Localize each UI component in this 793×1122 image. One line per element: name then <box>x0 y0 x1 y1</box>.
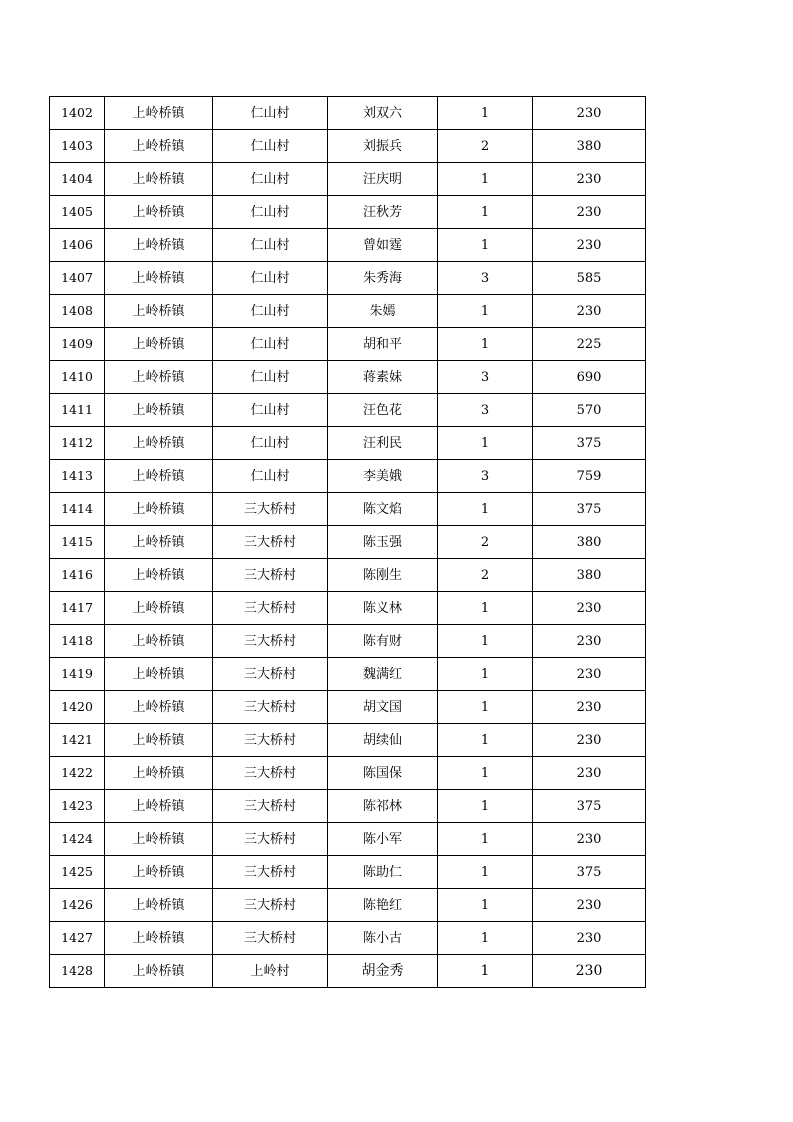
cell-household-count: 1 <box>438 295 533 328</box>
cell-serial-number: 1411 <box>50 394 105 427</box>
cell-amount: 375 <box>533 856 646 889</box>
cell-person-name: 朱秀海 <box>328 262 438 295</box>
cell-serial-number: 1408 <box>50 295 105 328</box>
cell-household-count: 1 <box>438 97 533 130</box>
cell-village: 三大桥村 <box>213 823 328 856</box>
cell-household-count: 2 <box>438 559 533 592</box>
cell-amount: 230 <box>533 955 646 988</box>
cell-amount: 380 <box>533 130 646 163</box>
table-row <box>50 625 646 658</box>
cell-town: 上岭桥镇 <box>105 658 213 691</box>
cell-serial-number: 1417 <box>50 592 105 625</box>
cell-amount: 759 <box>533 460 646 493</box>
cell-serial-number: 1425 <box>50 856 105 889</box>
cell-village: 仁山村 <box>213 130 328 163</box>
cell-household-count: 1 <box>438 658 533 691</box>
cell-village: 三大桥村 <box>213 493 328 526</box>
table-row <box>50 592 646 625</box>
cell-amount: 230 <box>533 724 646 757</box>
cell-serial-number: 1418 <box>50 625 105 658</box>
cell-serial-number: 1409 <box>50 328 105 361</box>
table-row <box>50 559 646 592</box>
table-row <box>50 856 646 889</box>
cell-person-name: 陈助仁 <box>328 856 438 889</box>
cell-serial-number: 1405 <box>50 196 105 229</box>
cell-person-name: 陈玉强 <box>328 526 438 559</box>
table-row <box>50 97 646 130</box>
cell-serial-number: 1427 <box>50 922 105 955</box>
cell-village: 三大桥村 <box>213 658 328 691</box>
cell-person-name: 蒋素妹 <box>328 361 438 394</box>
cell-household-count: 1 <box>438 229 533 262</box>
cell-household-count: 1 <box>438 790 533 823</box>
cell-person-name: 刘双六 <box>328 97 438 130</box>
cell-village: 仁山村 <box>213 196 328 229</box>
cell-household-count: 1 <box>438 196 533 229</box>
cell-town: 上岭桥镇 <box>105 130 213 163</box>
cell-town: 上岭桥镇 <box>105 526 213 559</box>
cell-village: 三大桥村 <box>213 592 328 625</box>
cell-household-count: 2 <box>438 130 533 163</box>
cell-person-name: 陈有财 <box>328 625 438 658</box>
cell-amount: 230 <box>533 922 646 955</box>
table-row <box>50 262 646 295</box>
cell-amount: 570 <box>533 394 646 427</box>
cell-household-count: 1 <box>438 757 533 790</box>
cell-household-count: 1 <box>438 922 533 955</box>
cell-serial-number: 1422 <box>50 757 105 790</box>
cell-village: 三大桥村 <box>213 922 328 955</box>
cell-town: 上岭桥镇 <box>105 790 213 823</box>
cell-serial-number: 1423 <box>50 790 105 823</box>
cell-person-name: 胡续仙 <box>328 724 438 757</box>
cell-amount: 380 <box>533 559 646 592</box>
cell-person-name: 胡金秀 <box>328 955 438 988</box>
cell-town: 上岭桥镇 <box>105 394 213 427</box>
cell-amount: 230 <box>533 295 646 328</box>
cell-household-count: 3 <box>438 394 533 427</box>
cell-town: 上岭桥镇 <box>105 889 213 922</box>
cell-household-count: 1 <box>438 691 533 724</box>
cell-village: 上岭村 <box>213 955 328 988</box>
cell-household-count: 3 <box>438 262 533 295</box>
cell-village: 三大桥村 <box>213 790 328 823</box>
table-row <box>50 724 646 757</box>
cell-person-name: 陈艳红 <box>328 889 438 922</box>
cell-amount: 230 <box>533 658 646 691</box>
cell-village: 三大桥村 <box>213 691 328 724</box>
cell-village: 仁山村 <box>213 295 328 328</box>
cell-town: 上岭桥镇 <box>105 559 213 592</box>
cell-person-name: 朱嫣 <box>328 295 438 328</box>
cell-amount: 230 <box>533 757 646 790</box>
cell-serial-number: 1416 <box>50 559 105 592</box>
cell-village: 三大桥村 <box>213 724 328 757</box>
cell-village: 三大桥村 <box>213 526 328 559</box>
table-row <box>50 691 646 724</box>
table-row <box>50 823 646 856</box>
cell-person-name: 陈刚生 <box>328 559 438 592</box>
cell-household-count: 2 <box>438 526 533 559</box>
cell-household-count: 1 <box>438 856 533 889</box>
cell-amount: 230 <box>533 592 646 625</box>
cell-serial-number: 1402 <box>50 97 105 130</box>
cell-village: 仁山村 <box>213 97 328 130</box>
table-row <box>50 361 646 394</box>
cell-town: 上岭桥镇 <box>105 493 213 526</box>
cell-amount: 230 <box>533 163 646 196</box>
table-row <box>50 526 646 559</box>
table-row <box>50 427 646 460</box>
table-row <box>50 229 646 262</box>
cell-person-name: 陈国保 <box>328 757 438 790</box>
cell-household-count: 3 <box>438 361 533 394</box>
cell-amount: 375 <box>533 493 646 526</box>
cell-household-count: 1 <box>438 592 533 625</box>
cell-person-name: 汪色花 <box>328 394 438 427</box>
cell-town: 上岭桥镇 <box>105 625 213 658</box>
cell-town: 上岭桥镇 <box>105 856 213 889</box>
cell-serial-number: 1404 <box>50 163 105 196</box>
cell-village: 三大桥村 <box>213 856 328 889</box>
cell-serial-number: 1421 <box>50 724 105 757</box>
cell-amount: 585 <box>533 262 646 295</box>
cell-amount: 230 <box>533 823 646 856</box>
cell-serial-number: 1414 <box>50 493 105 526</box>
cell-serial-number: 1419 <box>50 658 105 691</box>
cell-town: 上岭桥镇 <box>105 955 213 988</box>
table-row <box>50 328 646 361</box>
cell-household-count: 3 <box>438 460 533 493</box>
cell-person-name: 陈文焰 <box>328 493 438 526</box>
table-row <box>50 790 646 823</box>
cell-household-count: 1 <box>438 724 533 757</box>
cell-serial-number: 1413 <box>50 460 105 493</box>
table-row <box>50 130 646 163</box>
cell-person-name: 陈小古 <box>328 922 438 955</box>
cell-household-count: 1 <box>438 328 533 361</box>
cell-village: 三大桥村 <box>213 559 328 592</box>
table-body <box>50 97 646 988</box>
cell-amount: 225 <box>533 328 646 361</box>
cell-serial-number: 1420 <box>50 691 105 724</box>
cell-town: 上岭桥镇 <box>105 460 213 493</box>
cell-amount: 230 <box>533 97 646 130</box>
cell-town: 上岭桥镇 <box>105 361 213 394</box>
cell-amount: 375 <box>533 790 646 823</box>
cell-village: 仁山村 <box>213 328 328 361</box>
cell-serial-number: 1407 <box>50 262 105 295</box>
cell-serial-number: 1412 <box>50 427 105 460</box>
table-row <box>50 922 646 955</box>
cell-town: 上岭桥镇 <box>105 922 213 955</box>
cell-village: 仁山村 <box>213 361 328 394</box>
cell-person-name: 胡文国 <box>328 691 438 724</box>
cell-amount: 230 <box>533 625 646 658</box>
cell-town: 上岭桥镇 <box>105 691 213 724</box>
cell-village: 仁山村 <box>213 427 328 460</box>
cell-amount: 230 <box>533 889 646 922</box>
cell-town: 上岭桥镇 <box>105 757 213 790</box>
cell-town: 上岭桥镇 <box>105 427 213 460</box>
cell-town: 上岭桥镇 <box>105 229 213 262</box>
cell-town: 上岭桥镇 <box>105 328 213 361</box>
cell-village: 三大桥村 <box>213 757 328 790</box>
cell-person-name: 汪庆明 <box>328 163 438 196</box>
cell-town: 上岭桥镇 <box>105 724 213 757</box>
cell-household-count: 1 <box>438 955 533 988</box>
cell-village: 仁山村 <box>213 394 328 427</box>
cell-household-count: 1 <box>438 493 533 526</box>
table-row <box>50 163 646 196</box>
cell-serial-number: 1410 <box>50 361 105 394</box>
cell-village: 仁山村 <box>213 262 328 295</box>
cell-amount: 380 <box>533 526 646 559</box>
table-row <box>50 955 646 988</box>
cell-village: 三大桥村 <box>213 625 328 658</box>
cell-amount: 230 <box>533 196 646 229</box>
cell-amount: 690 <box>533 361 646 394</box>
table-row <box>50 460 646 493</box>
cell-person-name: 陈小军 <box>328 823 438 856</box>
cell-serial-number: 1426 <box>50 889 105 922</box>
cell-village: 仁山村 <box>213 163 328 196</box>
cell-amount: 230 <box>533 229 646 262</box>
cell-person-name: 李美娥 <box>328 460 438 493</box>
cell-person-name: 魏满红 <box>328 658 438 691</box>
cell-town: 上岭桥镇 <box>105 262 213 295</box>
table-row <box>50 493 646 526</box>
table-row <box>50 196 646 229</box>
cell-town: 上岭桥镇 <box>105 295 213 328</box>
cell-town: 上岭桥镇 <box>105 592 213 625</box>
cell-serial-number: 1403 <box>50 130 105 163</box>
cell-person-name: 陈祁林 <box>328 790 438 823</box>
cell-village: 三大桥村 <box>213 889 328 922</box>
cell-person-name: 刘振兵 <box>328 130 438 163</box>
cell-town: 上岭桥镇 <box>105 97 213 130</box>
cell-household-count: 1 <box>438 427 533 460</box>
cell-household-count: 1 <box>438 823 533 856</box>
table-row <box>50 295 646 328</box>
cell-amount: 375 <box>533 427 646 460</box>
cell-person-name: 曾如霆 <box>328 229 438 262</box>
cell-person-name: 汪秋芳 <box>328 196 438 229</box>
table-row <box>50 394 646 427</box>
cell-town: 上岭桥镇 <box>105 823 213 856</box>
cell-serial-number: 1406 <box>50 229 105 262</box>
table-row <box>50 757 646 790</box>
cell-amount: 230 <box>533 691 646 724</box>
cell-town: 上岭桥镇 <box>105 196 213 229</box>
cell-household-count: 1 <box>438 889 533 922</box>
cell-person-name: 陈义林 <box>328 592 438 625</box>
cell-serial-number: 1415 <box>50 526 105 559</box>
cell-serial-number: 1428 <box>50 955 105 988</box>
cell-household-count: 1 <box>438 625 533 658</box>
cell-household-count: 1 <box>438 163 533 196</box>
table-row <box>50 658 646 691</box>
cell-person-name: 胡和平 <box>328 328 438 361</box>
cell-village: 仁山村 <box>213 229 328 262</box>
data-table <box>49 96 646 988</box>
cell-serial-number: 1424 <box>50 823 105 856</box>
cell-village: 仁山村 <box>213 460 328 493</box>
cell-person-name: 汪利民 <box>328 427 438 460</box>
table-row <box>50 889 646 922</box>
cell-town: 上岭桥镇 <box>105 163 213 196</box>
